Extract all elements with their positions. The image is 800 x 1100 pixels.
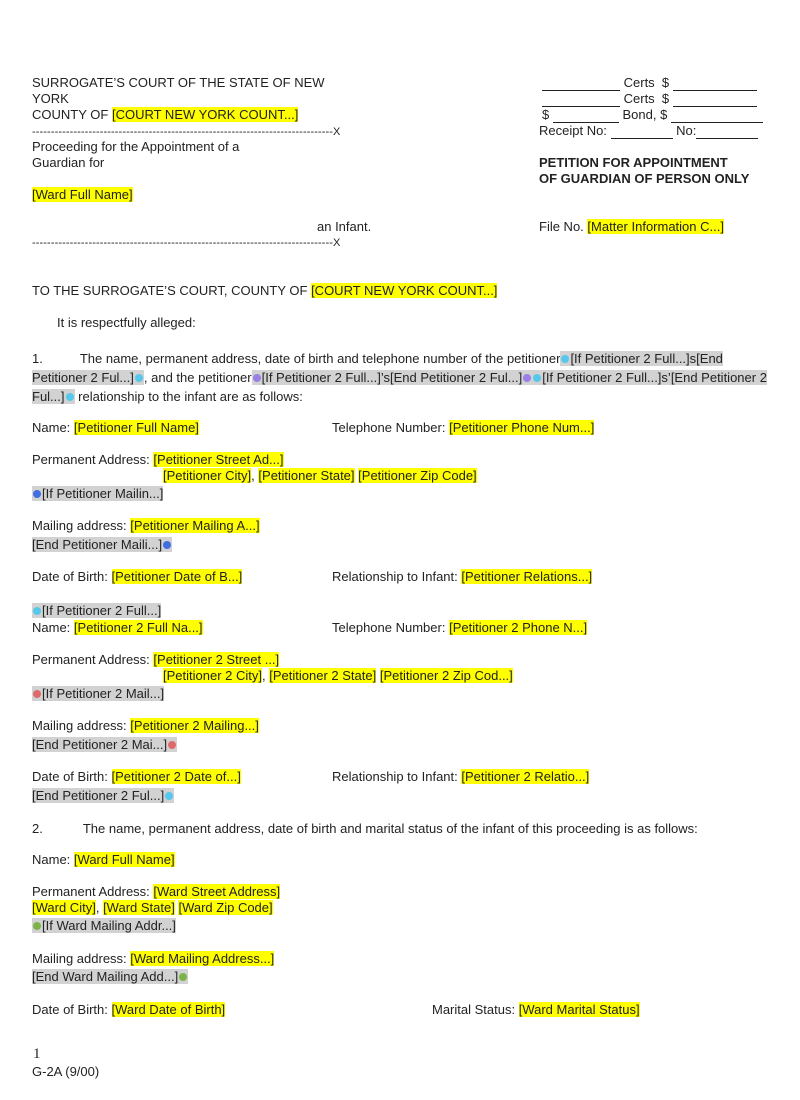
petitioner-street-field[interactable]: [Petitioner Street Ad...]	[153, 452, 284, 467]
comma: ,	[95, 900, 100, 915]
paragraph-1-number: 1.	[32, 351, 43, 366]
cyan-marker-icon	[561, 355, 569, 363]
petitioner2-street-field[interactable]: [Petitioner 2 Street ...]	[153, 652, 280, 667]
no-label: No:	[676, 123, 697, 138]
condition-if-petitioner2-b[interactable]: [If Petitioner 2 Full...]	[261, 370, 381, 385]
to-court-county-field[interactable]: [COURT NEW YORK COUNT...]	[311, 283, 498, 298]
ward-name-field[interactable]: [Ward Full Name]	[32, 187, 133, 202]
telephone-label: Telephone Number:	[332, 420, 446, 435]
ward-marital-field[interactable]: [Ward Marital Status]	[518, 1002, 640, 1017]
red-marker-icon	[168, 741, 176, 749]
petitioner2-city-row	[163, 668, 513, 684]
file-no-field[interactable]: [Matter Information C...]	[587, 219, 724, 234]
petitioner2-end-row	[32, 788, 174, 804]
condition-if-petitioner2-c[interactable]: [If Petitioner 2 Full...]	[542, 370, 662, 385]
condition-if-petitioner2[interactable]: [If Petitioner 2 Full...]	[42, 603, 162, 618]
telephone-label: Telephone Number:	[332, 620, 446, 635]
proceeding-line2: Guardian for	[32, 155, 105, 170]
paragraph-1-text: The name, permanent address, date of birth and telephone number of the petitioner	[79, 351, 561, 366]
permanent-address-label: Permanent Address:	[32, 884, 150, 899]
ward-city-row	[32, 900, 273, 916]
petitioner-city-row	[163, 468, 477, 484]
bond-amount[interactable]	[671, 110, 763, 123]
to-court-line	[32, 283, 497, 299]
condition-end-petitioner2-mailing[interactable]: [End Petitioner 2 Mai...]	[32, 737, 168, 752]
condition-end-petitioner2-c[interactable]: [End Petitioner 2 Ful...]	[32, 370, 767, 404]
ward-address-row	[32, 884, 280, 900]
ward-end-mailing-row	[32, 969, 188, 985]
bond-blank[interactable]	[553, 110, 619, 123]
certs-label-1: Certs	[623, 75, 655, 90]
certs-amount-1[interactable]	[673, 78, 757, 91]
receipt-blank[interactable]	[611, 126, 673, 139]
mailing-address-label: Mailing address:	[32, 518, 127, 533]
ward-if-mailing-row	[32, 918, 176, 934]
petitioner2-mailing-row	[32, 718, 259, 734]
ward-state-field[interactable]: [Ward State]	[103, 900, 175, 915]
relationship-label: Relationship to Infant:	[332, 769, 458, 784]
form-number: G-2A (9/00)	[32, 1064, 100, 1079]
mailing-address-label: Mailing address:	[32, 951, 127, 966]
petitioner2-address-row	[32, 652, 279, 668]
ward-marital-row	[432, 1002, 640, 1018]
petitioner-end-mailing-row	[32, 537, 172, 553]
permanent-address-label: Permanent Address:	[32, 652, 150, 667]
certs-amount-2[interactable]	[673, 94, 757, 107]
suffix-s-2: ’s	[380, 370, 390, 385]
separator-bottom: --------------------------------------------------------------------------------X	[32, 237, 341, 249]
dob-label: Date of Birth:	[32, 569, 108, 584]
petitioner-if-mailing-row	[32, 486, 163, 502]
petitioner-dob-row	[32, 569, 242, 585]
petitioner2-city-field[interactable]: [Petitioner 2 City]	[163, 668, 262, 683]
petitioner-relationship-field[interactable]: [Petitioner Relations...]	[461, 569, 593, 584]
petitioner-state-field[interactable]: [Petitioner State]	[258, 468, 355, 483]
title-line1: PETITION FOR APPOINTMENT	[539, 155, 728, 170]
petitioner-name-row	[32, 420, 199, 436]
condition-if-petitioner-mailing[interactable]: [If Petitioner Mailin...]	[42, 486, 164, 501]
paragraph-2-number: 2.	[32, 821, 43, 836]
to-court-text: TO THE SURROGATE’S COURT, COUNTY OF	[32, 283, 308, 298]
dollar-sign-1: $	[661, 75, 670, 90]
relationship-label: Relationship to Infant:	[332, 569, 458, 584]
suffix-s-1: s	[689, 351, 697, 366]
suffix-s-3: s’	[661, 370, 671, 385]
comma: ,	[251, 468, 255, 483]
name-label: Name:	[32, 620, 71, 635]
petitioner-phone-field[interactable]: [Petitioner Phone Num...]	[449, 420, 595, 435]
cyan-marker-icon	[533, 374, 541, 382]
petitioner-name-field[interactable]: [Petitioner Full Name]	[73, 420, 199, 435]
page-number: 1	[33, 1046, 41, 1062]
cyan-marker-icon	[33, 607, 41, 615]
petitioner2-state-field[interactable]: [Petitioner 2 State]	[269, 668, 377, 683]
red-marker-icon	[33, 690, 41, 698]
court-name-line2: YORK	[32, 91, 69, 106]
paragraph-1-text-2: , and the petitioner	[143, 370, 252, 385]
dob-label: Date of Birth:	[32, 769, 108, 784]
condition-if-petitioner2-mailing[interactable]: [If Petitioner 2 Mail...]	[42, 686, 165, 701]
cyan-marker-icon	[66, 393, 74, 401]
marital-status-label: Marital Status:	[432, 1002, 516, 1017]
green-marker-icon	[33, 922, 41, 930]
title-line2: OF GUARDIAN OF PERSON ONLY	[539, 171, 750, 186]
petitioner2-mailing-field[interactable]: [Petitioner 2 Mailing...]	[130, 718, 259, 733]
ward-zip-field[interactable]: [Ward Zip Code]	[178, 900, 273, 915]
comma: ,	[262, 668, 266, 683]
petitioner-city-field[interactable]: [Petitioner City]	[163, 468, 252, 483]
name-label: Name:	[32, 852, 71, 867]
paragraph-2-text: The name, permanent address, date of birth and marital status of the infant of this proceeding is as follows:	[82, 821, 698, 836]
alleged-text: It is respectfully alleged:	[57, 315, 196, 330]
separator-top: --------------------------------------------------------------------------------X	[32, 126, 341, 138]
petitioner-relationship-row	[332, 569, 592, 585]
petitioner-mailing-row	[32, 518, 260, 534]
certs-blank-2[interactable]	[542, 94, 620, 107]
certs-blank-1[interactable]	[542, 78, 620, 91]
file-no-label: File No.	[539, 219, 584, 234]
petitioner-zip-field[interactable]: [Petitioner Zip Code]	[358, 468, 477, 483]
petitioner-mailing-field[interactable]: [Petitioner Mailing A...]	[130, 518, 260, 533]
dollar-sign-3: $	[542, 107, 550, 122]
petitioner2-name-field[interactable]: [Petitioner 2 Full Na...]	[73, 620, 203, 635]
cyan-marker-icon	[165, 792, 173, 800]
petitioner2-dob-row	[32, 769, 241, 785]
petitioner2-phone-row	[332, 620, 587, 636]
receipt-row	[539, 123, 758, 139]
condition-if-petitioner2-a[interactable]: [If Petitioner 2 Full...]	[570, 351, 690, 366]
condition-end-petitioner2-b[interactable]: [End Petitioner 2 Ful...]	[389, 370, 523, 385]
petitioner2-relationship-row	[332, 769, 589, 785]
petitioner2-zip-field[interactable]: [Petitioner 2 Zip Cod...]	[379, 668, 513, 683]
cyan-marker-icon	[135, 374, 143, 382]
ward-mailing-row	[32, 951, 274, 967]
ward-name-row	[32, 852, 175, 868]
petitioner2-relationship-field[interactable]: [Petitioner 2 Relatio...]	[461, 769, 590, 784]
petitioner-phone-row	[332, 420, 594, 436]
petitioner2-dob-field[interactable]: [Petitioner 2 Date of...]	[111, 769, 241, 784]
ward-street-field[interactable]: [Ward Street Address]	[153, 884, 281, 899]
petitioner-dob-field[interactable]: [Petitioner Date of B...]	[111, 569, 243, 584]
permanent-address-label: Permanent Address:	[32, 452, 150, 467]
petitioner2-end-mailing-row	[32, 737, 177, 753]
receipt-label: Receipt No:	[539, 123, 607, 138]
county-label: COUNTY OF	[32, 107, 109, 122]
blue-marker-icon	[33, 490, 41, 498]
ward-name-value-field[interactable]: [Ward Full Name]	[73, 852, 175, 867]
petitioner2-if-mailing-row	[32, 686, 164, 702]
purple-marker-icon	[253, 374, 261, 382]
condition-if-ward-mailing[interactable]: [If Ward Mailing Addr...]	[42, 918, 176, 933]
ward-mailing-field[interactable]: [Ward Mailing Address...]	[130, 951, 275, 966]
blue-marker-icon	[163, 541, 171, 549]
ward-name-caption	[32, 187, 133, 203]
green-marker-icon	[179, 973, 187, 981]
condition-end-petitioner2[interactable]: [End Petitioner 2 Ful...]	[32, 788, 165, 803]
court-name-line1: SURROGATE’S COURT OF THE STATE OF NEW	[32, 75, 325, 90]
dob-label: Date of Birth:	[32, 1002, 108, 1017]
certs-row-1	[542, 75, 757, 91]
condition-end-petitioner2-a[interactable]: [End Petitioner 2 Ful...]	[32, 351, 723, 385]
file-no-row	[539, 219, 724, 235]
ward-dob-row	[32, 1002, 225, 1018]
purple-marker-icon	[523, 374, 531, 382]
paragraph-1	[32, 349, 777, 406]
ward-dob-field[interactable]: [Ward Date of Birth]	[111, 1002, 226, 1017]
petitioner2-if-row	[32, 603, 161, 619]
petitioner-address-row	[32, 452, 284, 468]
an-infant: an Infant.	[317, 219, 372, 234]
bond-label: Bond, $	[622, 107, 668, 122]
petitioner2-phone-field[interactable]: [Petitioner 2 Phone N...]	[449, 620, 588, 635]
name-label: Name:	[32, 420, 71, 435]
dollar-sign-2: $	[661, 91, 670, 106]
bond-row	[542, 107, 763, 123]
mailing-address-label: Mailing address:	[32, 718, 127, 733]
certs-label-2: Certs	[623, 91, 655, 106]
county-line	[32, 107, 298, 123]
paragraph-2	[32, 821, 698, 837]
petitioner2-name-row	[32, 620, 203, 636]
no-blank[interactable]	[696, 126, 758, 139]
ward-city-field[interactable]: [Ward City]	[32, 900, 96, 915]
proceeding-line1: Proceeding for the Appointment of a	[32, 139, 240, 154]
county-field[interactable]: [COURT NEW YORK COUNT...]	[111, 107, 299, 122]
condition-end-ward-mailing[interactable]: [End Ward Mailing Add...]	[32, 969, 179, 984]
certs-row-2	[542, 91, 757, 107]
condition-end-petitioner-mailing[interactable]: [End Petitioner Maili...]	[32, 537, 163, 552]
paragraph-1-text-3: relationship to the infant are as follows:	[78, 389, 303, 404]
